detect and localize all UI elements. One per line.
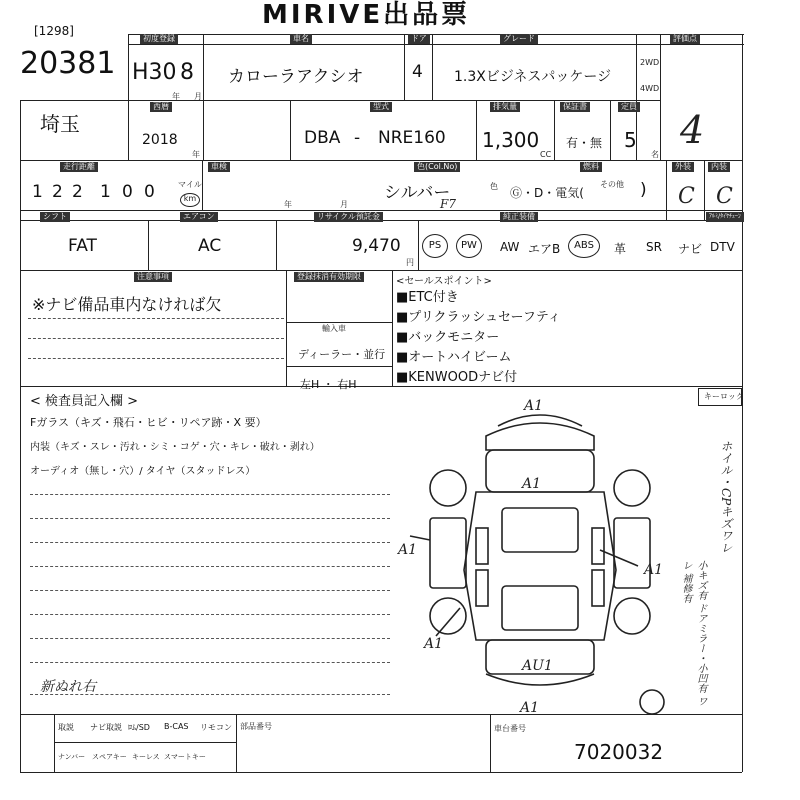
equip-abs: ABS <box>568 234 600 258</box>
label-notes: 注意事項 <box>134 272 172 282</box>
fuel-other: その他 <box>600 180 624 189</box>
opt-smart-key: スマートキー <box>164 753 206 761</box>
model-year-tick: 年 <box>192 150 200 159</box>
import-value: ディーラー・並行 <box>298 348 386 361</box>
damage-a1-bottom: A1 <box>520 700 540 714</box>
label-shaken: 車検 <box>208 162 230 172</box>
notes-text: ※ナビ備品車内なければ欠 <box>32 295 222 314</box>
fuel-close: ) <box>640 180 647 200</box>
model-year: 2018 <box>142 132 178 148</box>
opt-bcas: B-CAS <box>164 722 189 731</box>
label-aircon: エアコン <box>180 212 218 222</box>
keylock-label: キーロック <box>704 392 744 401</box>
reg-era: H30 <box>132 60 177 85</box>
label-import: 輸入車 <box>322 324 346 333</box>
label-katashiki: 型式 <box>370 102 392 112</box>
opt-manual: 取説 <box>58 723 74 732</box>
handwritten-signature: 新ぬれ右 <box>40 679 96 695</box>
label-first-reg: 初度登録 <box>140 34 178 44</box>
reg-month: 8 <box>180 60 194 85</box>
lot-bracket: [1298] <box>34 24 74 38</box>
katashiki-prefix: DBA <box>304 128 341 148</box>
side-note-2: 小キズ有 ドアミラー・小凹有 ワレ 補修有 <box>680 560 706 707</box>
mileage-digit: 2 <box>72 182 83 202</box>
equipment-list <box>420 230 742 266</box>
label-recycle: リサイクル預託金 <box>314 212 383 222</box>
sales-point: ■KENWOODナビ付 <box>396 370 518 385</box>
opt-navi-manual: ナビ取説 <box>90 723 122 732</box>
lot-number: 20381 <box>20 46 116 81</box>
displacement: 1,300 <box>482 128 540 152</box>
drive-4wd: 4WD <box>640 84 660 93</box>
opt-rom: ﾛﾑ/SD <box>128 723 150 732</box>
fuel-options: Ⓖ・D・電気( <box>510 186 584 200</box>
exterior-grade: C <box>678 184 695 209</box>
car-name: カローラアクシオ <box>228 67 364 87</box>
region: 埼玉 <box>40 112 80 136</box>
mileage-digits <box>30 180 180 208</box>
equip-sr: SR <box>646 240 662 254</box>
label-interior: 内装 <box>708 162 730 172</box>
sales-point: ■オートハイビーム <box>396 350 512 365</box>
damage-a1-rear-left: A1 <box>424 636 444 652</box>
label-extra: ｱﾙﾐ/ﾀｲﾔﾁｪｰﾝ <box>706 212 744 222</box>
label-parts: 部品番号 <box>240 722 272 731</box>
shift-value: FAT <box>68 236 97 256</box>
color-code: F7 <box>440 197 456 211</box>
reg-month-tick: 月 <box>194 92 202 101</box>
equip-ps: PS <box>422 234 448 258</box>
mileage-digit: 0 <box>122 182 133 202</box>
opt-remote: リモコン <box>200 723 232 732</box>
label-mileage: 走行距離 <box>60 162 98 172</box>
damage-a1-front: A1 <box>524 398 544 414</box>
label-score: 評価点 <box>670 34 700 44</box>
inspector-line: Fガラス（キズ・飛石・ヒビ・リペア跡・X 要） <box>30 416 267 429</box>
aircon-value: AC <box>198 236 222 256</box>
label-capacity: 定員 <box>618 102 640 112</box>
interior-grade: C <box>716 184 733 209</box>
form-title: MIRIVE出品票 <box>262 0 471 30</box>
mileage-digit: 1 <box>100 182 111 202</box>
label-exterior: 外装 <box>672 162 694 172</box>
mileage-unit-mile: マイル <box>178 180 202 189</box>
car-damage-diagram <box>390 390 690 714</box>
damage-au1-rear: AU1 <box>522 658 553 674</box>
label-fuel: 燃料 <box>580 162 602 172</box>
mileage-digit: 0 <box>144 182 155 202</box>
inspector-line: オーディオ（無し・穴）/ タイヤ（スタッドレス） <box>30 466 256 477</box>
label-doors: ドア <box>408 34 430 44</box>
shaken-month-tick: 月 <box>340 200 348 209</box>
inspector-label: < 検査員記入欄 > <box>30 394 139 409</box>
capacity-unit: 名 <box>651 150 659 159</box>
katashiki-code: NRE160 <box>378 128 446 148</box>
label-serial: 車台番号 <box>494 724 526 733</box>
label-warranty: 保証書 <box>560 102 590 112</box>
damage-a1-left: A1 <box>398 542 418 558</box>
equip-aw: AW <box>500 240 520 254</box>
capacity: 5 <box>624 128 637 152</box>
warranty: 有・無 <box>566 136 603 150</box>
opt-keyless: キーレス <box>132 753 160 761</box>
grade: 1.3Xビジネスパッケージ <box>454 69 612 85</box>
label-model-year: 西暦 <box>150 102 172 112</box>
sales-point: ■バックモニター <box>396 330 500 345</box>
side-note: ホイル・CPキズワレ <box>719 440 733 554</box>
mileage-digit: 1 <box>32 182 43 202</box>
damage-a1-hood: A1 <box>522 476 542 492</box>
equip-navi: ナビ <box>678 242 703 256</box>
sales-point: ■プリクラッシュセーフティ <box>396 310 561 325</box>
drive-2wd: 2WD <box>640 58 660 67</box>
doors: 4 <box>412 62 423 82</box>
sales-points <box>396 288 561 388</box>
label-displacement: 排気量 <box>490 102 520 112</box>
mileage-digit: 2 <box>52 182 63 202</box>
sales-point: ■ETC付き <box>396 290 459 305</box>
color-tick: 色 <box>490 182 498 191</box>
label-grade: グレード <box>500 34 538 44</box>
inspector-line: 内装（キズ・スレ・汚れ・シミ・コゲ・穴・キレ・破れ・剥れ） <box>30 442 320 453</box>
equip-leather: 革 <box>614 242 627 256</box>
label-reg-expiry: 登録抹消有効期限 <box>294 272 364 282</box>
label-equipment: 純正装備 <box>500 212 538 222</box>
handle-value: 左H ・ 右H <box>300 378 357 391</box>
recycle-value: 9,470 <box>352 236 401 256</box>
shaken-year-tick: 年 <box>284 200 292 209</box>
displacement-unit: CC <box>540 150 552 159</box>
equip-airbag: エアB <box>528 242 561 256</box>
serial-value: 7020032 <box>574 740 664 764</box>
equip-pw: PW <box>456 234 482 258</box>
opt-number: ナンバー <box>58 753 86 761</box>
label-sales-points: <セールスポイント> <box>396 276 492 287</box>
label-color: 色(Col.No) <box>414 162 460 172</box>
equip-dtv: DTV <box>710 240 735 254</box>
label-car-name: 車名 <box>290 34 312 44</box>
color-name: シルバー <box>384 183 451 203</box>
mileage-unit-km: km <box>180 193 200 207</box>
opt-spare-key: スペアキー <box>92 753 127 761</box>
damage-a1-right: A1 <box>644 562 664 578</box>
katashiki-dash: - <box>354 128 361 148</box>
score-value: 4 <box>680 108 705 152</box>
recycle-yen: 円 <box>406 258 414 267</box>
reg-year-tick: 年 <box>172 92 180 101</box>
label-shift: シフト <box>40 212 70 222</box>
